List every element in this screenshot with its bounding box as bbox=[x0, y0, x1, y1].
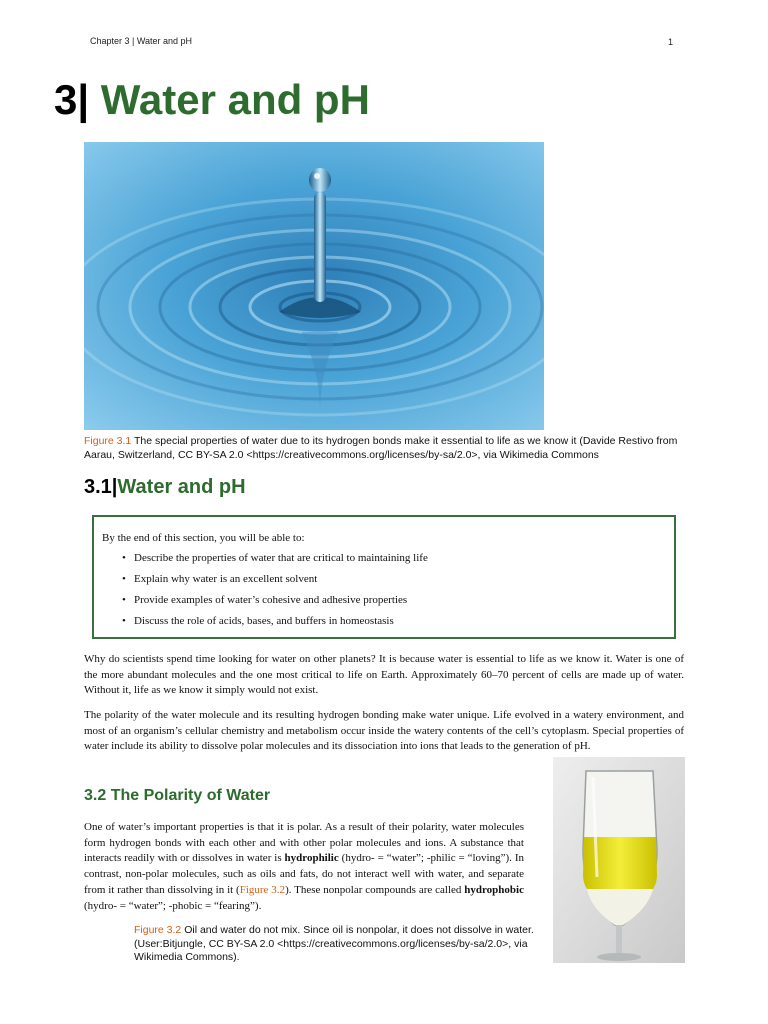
objective-text: Explain why water is an excellent solvent bbox=[134, 573, 318, 585]
objective-item bbox=[110, 572, 664, 586]
bullet-icon: • bbox=[122, 594, 126, 606]
figure-1-caption bbox=[84, 434, 694, 462]
polarity-intro-paragraph: The polarity of the water molecule and its resulting hydrogen bonding make water unique. Life evolved in a watery environment, and most of an organism’s cellular chemistry and metabolism occur inside the watery contents of the cell’s cytoplasm. Special properties of water include its ability to dissolve polar molecules and its dissociation into ions that leads to the generation of pH. bbox=[84, 709, 684, 753]
learning-objectives-box bbox=[92, 515, 676, 639]
polarity-text-2: (hydro- = “water”; -philic = “loving”). In contrast, non-polar molecules, such as oils and fats, do not interact well with water, and separate from it rather than dissolving in it ( bbox=[84, 852, 524, 896]
oil-and-water-glass-photo bbox=[553, 757, 685, 963]
objective-item bbox=[110, 593, 664, 607]
term-hydrophilic: hydrophilic bbox=[284, 852, 339, 865]
bullet-icon: • bbox=[122, 615, 126, 627]
polarity-text-1: One of water’s important properties is that it is polar. As a result of their polarity, water molecules form hydrogen bonds with each other and with other polar molecules and ions. A substance that interacts readily with or dissolves in water is bbox=[84, 821, 524, 865]
figure-1-caption-text: The special properties of water due to its hydrogen bonds make it essential to life as we know it (Davide Restivo from Aarau, Switzerland, CC BY-SA 2.0 <https://creativecommons.org/licenses/by-sa/2.0>, via Wikimedia Commons bbox=[84, 435, 678, 461]
running-header: Chapter 3 | Water and pH bbox=[90, 36, 193, 46]
objective-item bbox=[110, 614, 664, 628]
polarity-text-3: ). These nonpolar compounds are called bbox=[285, 883, 465, 896]
chapter-title-text: Water and pH bbox=[100, 76, 370, 123]
bullet-icon: • bbox=[122, 552, 126, 564]
objectives-list bbox=[102, 551, 664, 628]
chapter-title bbox=[54, 74, 370, 126]
figure-2-caption bbox=[134, 924, 538, 965]
subsection-title: 3.2 The Polarity of Water bbox=[84, 787, 271, 804]
objectives-intro: By the end of this section, you will be able to: bbox=[102, 532, 305, 544]
polarity-paragraph bbox=[84, 820, 524, 914]
objective-text: Provide examples of water’s cohesive and adhesive properties bbox=[134, 594, 408, 606]
figure-3-2-link[interactable]: Figure 3.2 bbox=[239, 883, 286, 896]
figure-2-label: Figure 3.2 bbox=[134, 924, 182, 936]
objective-item bbox=[110, 551, 664, 565]
section-title-text: Water and pH bbox=[117, 476, 246, 498]
chapter-number: 3| bbox=[54, 76, 90, 123]
water-drop-photo bbox=[84, 142, 544, 430]
intro-paragraph: Why do scientists spend time looking for water on other planets? It is because water is essential to life as we know it. Water is one of the more abundant molecules and the one most critical to life on Earth. Approximately 60–70 percent of cells are made up of water. Without it, life as we know it simply would not exist. bbox=[84, 653, 684, 697]
objective-text: Discuss the role of acids, bases, and buffers in homeostasis bbox=[134, 615, 394, 627]
page-number: 1 bbox=[668, 37, 674, 47]
figure-1-label: Figure 3.1 bbox=[84, 435, 132, 447]
bullet-icon: • bbox=[122, 573, 126, 585]
section-title bbox=[84, 474, 246, 500]
section-number: 3.1| bbox=[84, 476, 118, 498]
objective-text: Describe the properties of water that are critical to maintaining life bbox=[134, 552, 428, 564]
polarity-text-4: (hydro- = “water”; -phobic = “fearing”). bbox=[84, 899, 262, 912]
term-hydrophobic: hydrophobic bbox=[464, 883, 524, 896]
figure-2-caption-text: Oil and water do not mix. Since oil is nonpolar, it does not dissolve in water. (User:Bitjungle, CC BY-SA 2.0 <https://creativecommons.org/licenses/by-sa/2.0>, via Wikimedia Commons). bbox=[134, 924, 534, 963]
